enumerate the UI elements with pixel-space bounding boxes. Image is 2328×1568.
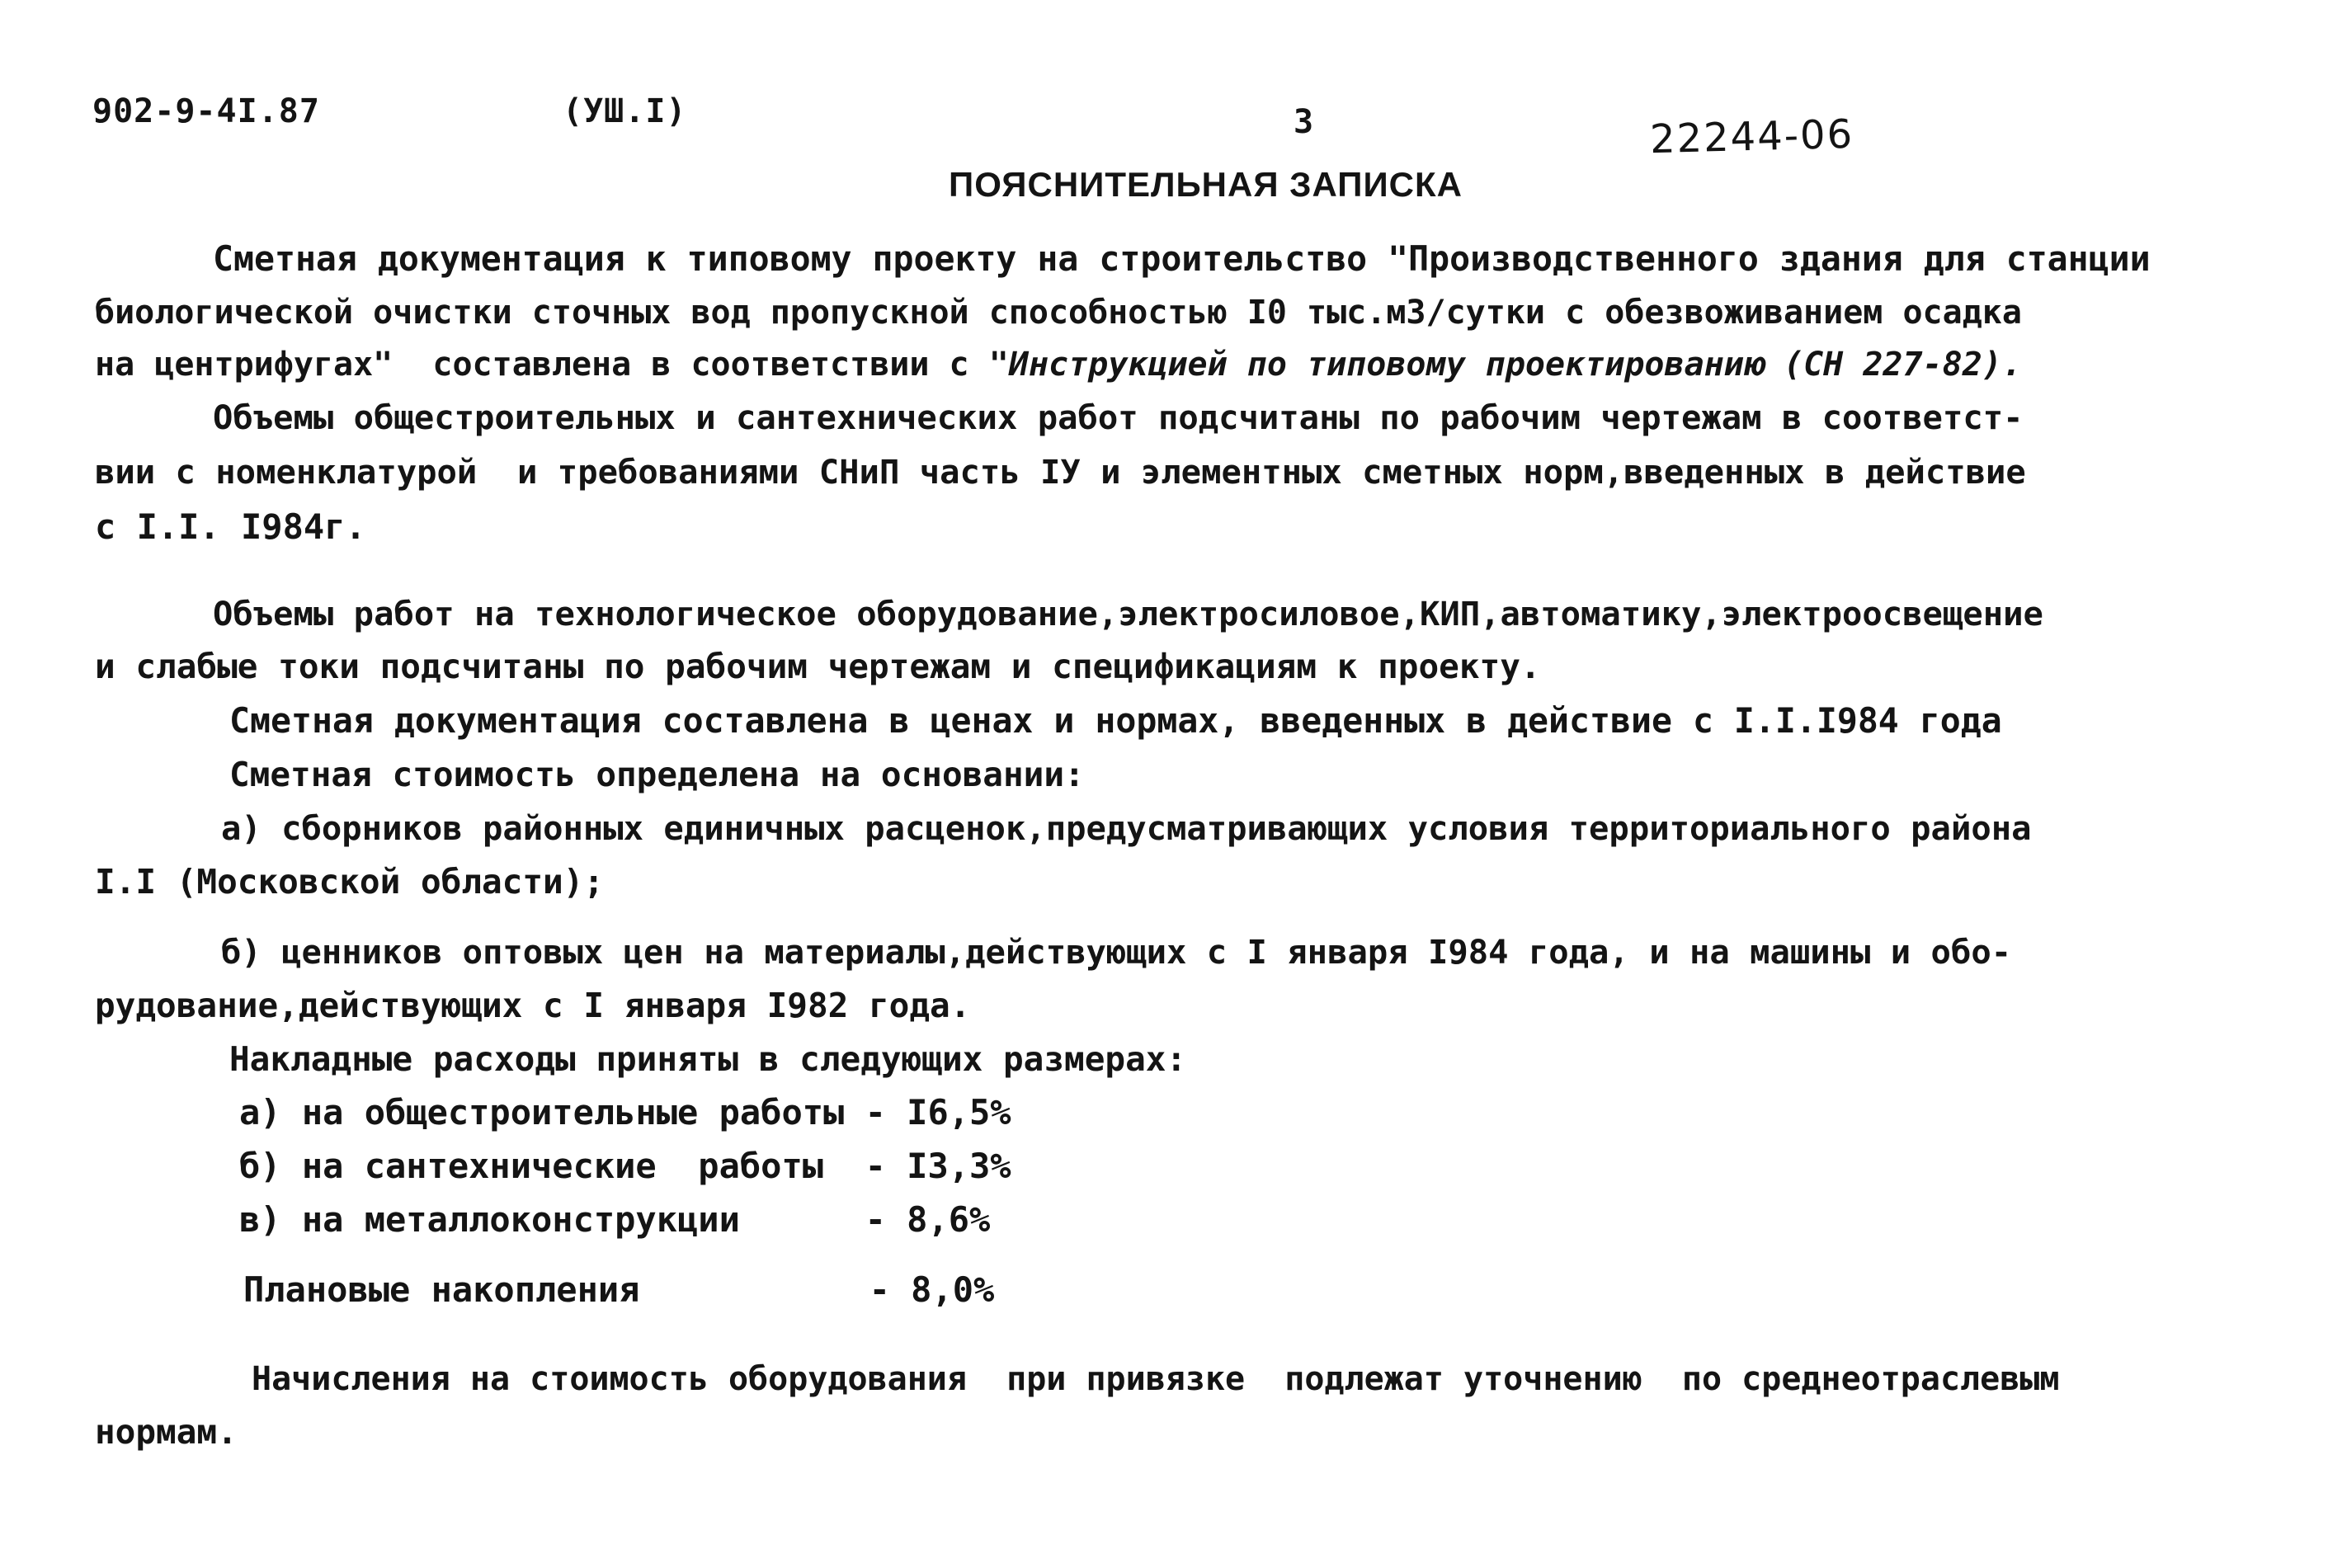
paragraph-line: а) сборников районных единичных расценок,предусматривающих условия территориального района xyxy=(221,808,2032,848)
volume-label: (УШ.I) xyxy=(563,92,687,130)
paragraph-line: биологической очистки сточных вод пропускной способностью I0 тыс.м3/сутки с обезвоживанием осадка xyxy=(95,294,2022,332)
rate-row: Плановые накопления - 8,0% xyxy=(243,1269,995,1310)
paragraph-line: Накладные расходы приняты в следующих размерах: xyxy=(229,1039,1187,1079)
paragraph-text: на центрифугах" составлена в соответствии с xyxy=(95,346,989,384)
paragraph-line: Объемы работ на технологическое оборудование,электросиловое,КИП,автоматику,электроосвещение xyxy=(213,594,2043,633)
paragraph-line: Сметная документация к типовому проекту на строительство "Производственного здания для станции xyxy=(213,238,2151,279)
paragraph-line: и слабые токи подсчитаны по рабочим чертежам и спецификациям к проекту. xyxy=(95,647,1541,686)
paragraph-line: Сметная документация составлена в ценах и нормах, введенных в действие с I.I.I984 года xyxy=(229,700,2002,741)
paragraph-line: I.I (Московской области); xyxy=(95,862,605,902)
paragraph-line: с I.I. I984г. xyxy=(95,506,366,547)
rate-row: а) на общестроительные работы - I6,5% xyxy=(239,1092,1011,1132)
page-title: ПОЯСНИТЕЛЬНАЯ ЗАПИСКА xyxy=(949,165,1463,204)
paragraph-line: Начисления на стоимость оборудования при привязке подлежат уточнению по среднеотраслевым xyxy=(252,1360,2060,1398)
paragraph-line xyxy=(95,345,2022,384)
rate-row: в) на металлоконструкции - 8,6% xyxy=(239,1199,991,1240)
paragraph-line: рудование,действующих с I января I982 года. xyxy=(95,986,971,1025)
paragraph-line: Сметная стоимость определена на основании: xyxy=(229,755,1085,794)
paragraph-text-italic: "Инструкцией по типовому проектированию (СН 227-82). xyxy=(988,346,2022,384)
paragraph-line: вии с номенклатурой и требованиями СНиП часть IУ и элементных сметных норм,введенных в действие xyxy=(95,452,2026,492)
paragraph-line: нормам. xyxy=(95,1412,238,1452)
paragraph-line: Объемы общестроительных и сантехнических работ подсчитаны по рабочим чертежам в соответст- xyxy=(213,398,2024,437)
paragraph-line: б) ценников оптовых цен на материалы,действующих с I января I984 года, и на машины и обо- xyxy=(221,932,2012,972)
page-number: 3 xyxy=(1294,103,1315,141)
document-code: 902-9-4I.87 xyxy=(92,92,320,130)
rate-row: б) на сантехнические работы - I3,3% xyxy=(239,1146,1011,1186)
stamp-number: 22244-06 xyxy=(1649,111,1854,163)
